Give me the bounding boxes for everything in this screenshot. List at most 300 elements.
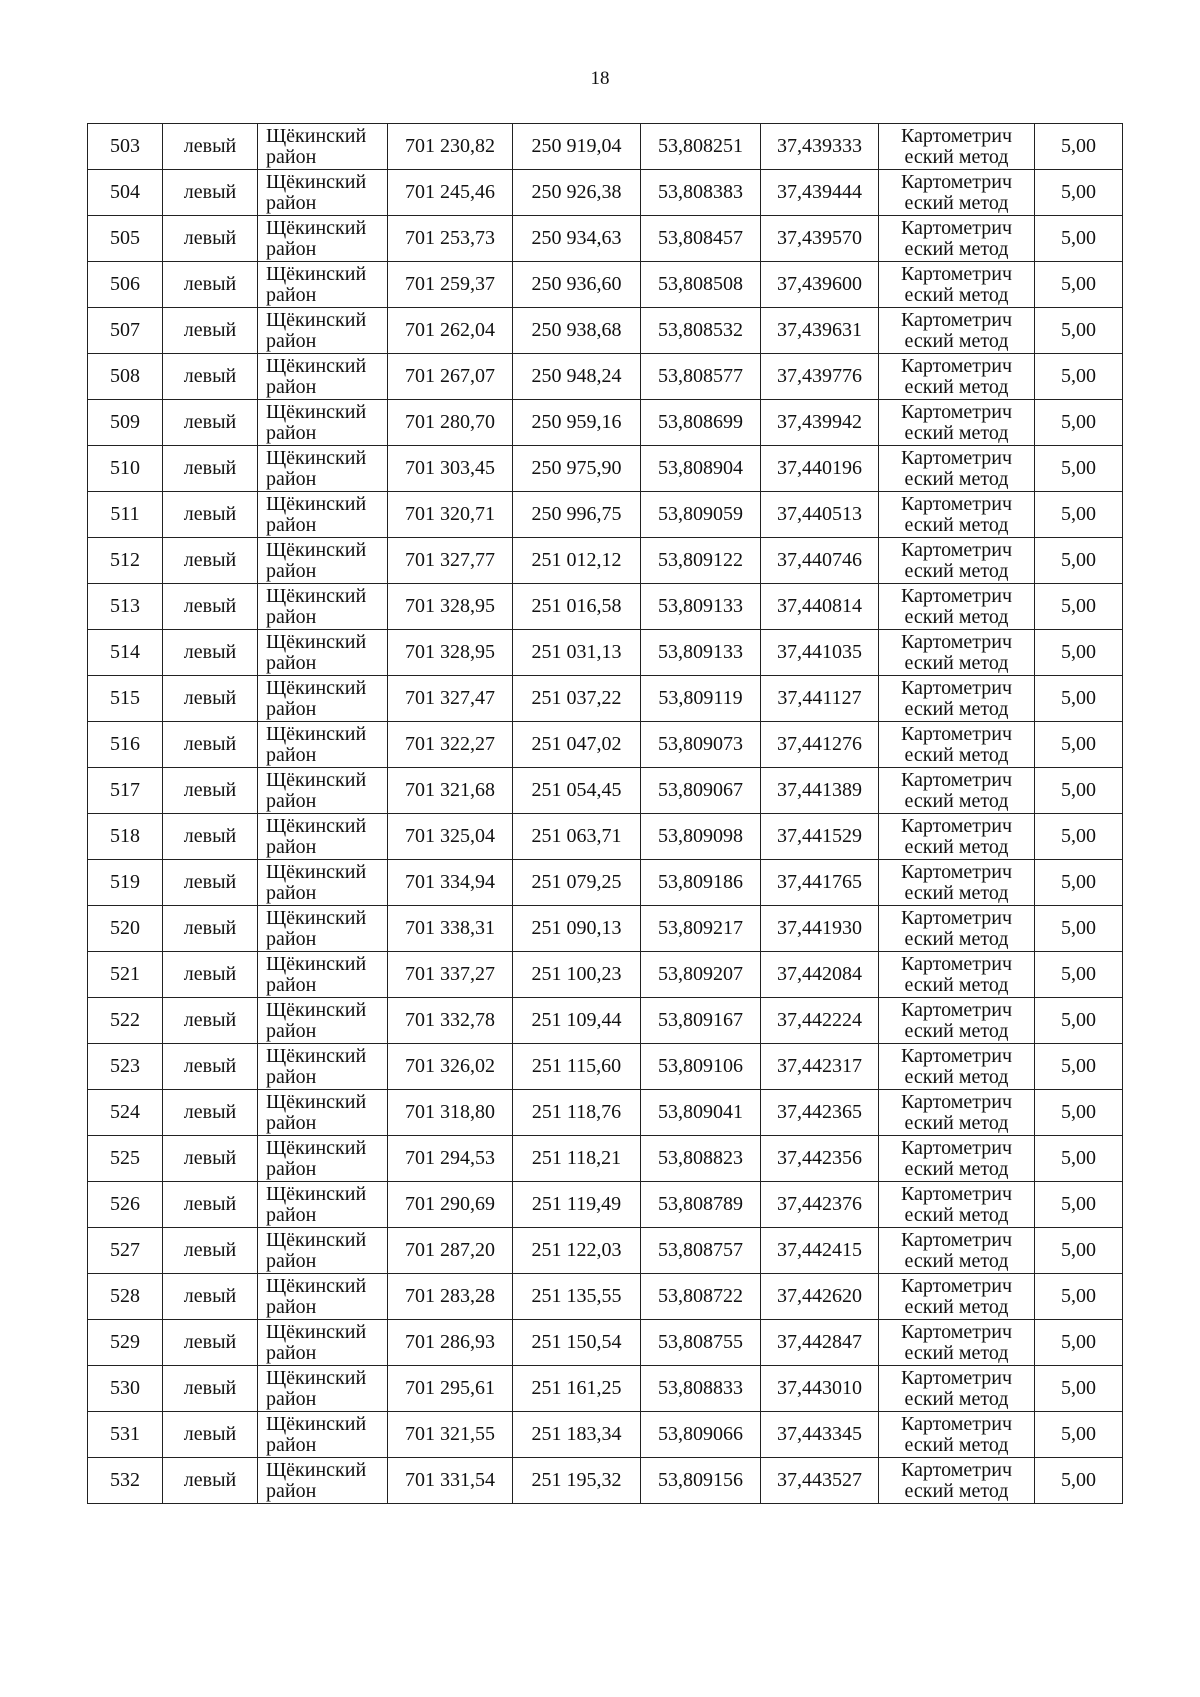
accuracy-cell: 5,00: [1035, 814, 1123, 860]
side-cell: левый: [163, 860, 258, 906]
latitude-cell: 53,808789: [641, 1182, 761, 1228]
latitude-cell: 53,809167: [641, 998, 761, 1044]
longitude-cell: 37,443345: [761, 1412, 879, 1458]
x-coordinate-cell: 701 267,07: [388, 354, 513, 400]
table-row: [88, 952, 1123, 998]
longitude-cell: 37,440196: [761, 446, 879, 492]
side-cell: левый: [163, 998, 258, 1044]
y-coordinate-cell: 250 919,04: [513, 124, 641, 170]
point-number-cell: 523: [88, 1044, 163, 1090]
y-coordinate-cell: 251 100,23: [513, 952, 641, 998]
accuracy-cell: 5,00: [1035, 906, 1123, 952]
table-row: [88, 1090, 1123, 1136]
point-number-cell: 512: [88, 538, 163, 584]
side-cell: левый: [163, 952, 258, 998]
longitude-cell: 37,439600: [761, 262, 879, 308]
point-number-cell: 511: [88, 492, 163, 538]
longitude-cell: 37,443010: [761, 1366, 879, 1412]
y-coordinate-cell: 251 161,25: [513, 1366, 641, 1412]
point-number-cell: 503: [88, 124, 163, 170]
latitude-cell: 53,809133: [641, 630, 761, 676]
method-cell: Картометрич еский метод: [879, 216, 1035, 262]
side-cell: левый: [163, 492, 258, 538]
latitude-cell: 53,809207: [641, 952, 761, 998]
district-cell: Щёкинский район: [258, 676, 388, 722]
y-coordinate-cell: 251 195,32: [513, 1458, 641, 1504]
method-cell: Картометрич еский метод: [879, 1044, 1035, 1090]
longitude-cell: 37,439942: [761, 400, 879, 446]
y-coordinate-cell: 251 016,58: [513, 584, 641, 630]
accuracy-cell: 5,00: [1035, 1136, 1123, 1182]
x-coordinate-cell: 701 331,54: [388, 1458, 513, 1504]
y-coordinate-cell: 251 150,54: [513, 1320, 641, 1366]
accuracy-cell: 5,00: [1035, 400, 1123, 446]
latitude-cell: 53,809133: [641, 584, 761, 630]
x-coordinate-cell: 701 245,46: [388, 170, 513, 216]
district-cell: Щёкинский район: [258, 906, 388, 952]
longitude-cell: 37,441127: [761, 676, 879, 722]
longitude-cell: 37,439333: [761, 124, 879, 170]
latitude-cell: 53,808699: [641, 400, 761, 446]
method-cell: Картометрич еский метод: [879, 1412, 1035, 1458]
x-coordinate-cell: 701 328,95: [388, 584, 513, 630]
side-cell: левый: [163, 1090, 258, 1136]
point-number-cell: 507: [88, 308, 163, 354]
x-coordinate-cell: 701 295,61: [388, 1366, 513, 1412]
y-coordinate-cell: 251 047,02: [513, 722, 641, 768]
accuracy-cell: 5,00: [1035, 768, 1123, 814]
point-number-cell: 520: [88, 906, 163, 952]
y-coordinate-cell: 250 938,68: [513, 308, 641, 354]
district-cell: Щёкинский район: [258, 262, 388, 308]
x-coordinate-cell: 701 280,70: [388, 400, 513, 446]
point-number-cell: 525: [88, 1136, 163, 1182]
latitude-cell: 53,808904: [641, 446, 761, 492]
side-cell: левый: [163, 676, 258, 722]
longitude-cell: 37,442376: [761, 1182, 879, 1228]
longitude-cell: 37,443527: [761, 1458, 879, 1504]
table-row: [88, 1136, 1123, 1182]
longitude-cell: 37,442847: [761, 1320, 879, 1366]
latitude-cell: 53,808577: [641, 354, 761, 400]
side-cell: левый: [163, 722, 258, 768]
method-cell: Картометрич еский метод: [879, 262, 1035, 308]
side-cell: левый: [163, 906, 258, 952]
x-coordinate-cell: 701 337,27: [388, 952, 513, 998]
accuracy-cell: 5,00: [1035, 998, 1123, 1044]
district-cell: Щёкинский район: [258, 1090, 388, 1136]
y-coordinate-cell: 251 037,22: [513, 676, 641, 722]
point-number-cell: 517: [88, 768, 163, 814]
longitude-cell: 37,441035: [761, 630, 879, 676]
point-number-cell: 504: [88, 170, 163, 216]
x-coordinate-cell: 701 259,37: [388, 262, 513, 308]
side-cell: левый: [163, 354, 258, 400]
table-row: [88, 1458, 1123, 1504]
table-row: [88, 538, 1123, 584]
method-cell: Картометрич еский метод: [879, 170, 1035, 216]
point-number-cell: 509: [88, 400, 163, 446]
accuracy-cell: 5,00: [1035, 1182, 1123, 1228]
accuracy-cell: 5,00: [1035, 952, 1123, 998]
district-cell: Щёкинский район: [258, 1228, 388, 1274]
accuracy-cell: 5,00: [1035, 1090, 1123, 1136]
longitude-cell: 37,439631: [761, 308, 879, 354]
x-coordinate-cell: 701 321,68: [388, 768, 513, 814]
table-row: [88, 216, 1123, 262]
accuracy-cell: 5,00: [1035, 584, 1123, 630]
method-cell: Картометрич еский метод: [879, 584, 1035, 630]
point-number-cell: 521: [88, 952, 163, 998]
method-cell: Картометрич еский метод: [879, 1182, 1035, 1228]
y-coordinate-cell: 251 090,13: [513, 906, 641, 952]
latitude-cell: 53,809059: [641, 492, 761, 538]
latitude-cell: 53,808722: [641, 1274, 761, 1320]
table-row: [88, 124, 1123, 170]
method-cell: Картометрич еский метод: [879, 768, 1035, 814]
accuracy-cell: 5,00: [1035, 722, 1123, 768]
y-coordinate-cell: 251 063,71: [513, 814, 641, 860]
table-row: [88, 1274, 1123, 1320]
side-cell: левый: [163, 1136, 258, 1182]
table-row: [88, 1366, 1123, 1412]
district-cell: Щёкинский район: [258, 722, 388, 768]
latitude-cell: 53,809122: [641, 538, 761, 584]
district-cell: Щёкинский район: [258, 768, 388, 814]
y-coordinate-cell: 251 183,34: [513, 1412, 641, 1458]
method-cell: Картометрич еский метод: [879, 1274, 1035, 1320]
longitude-cell: 37,440513: [761, 492, 879, 538]
accuracy-cell: 5,00: [1035, 1228, 1123, 1274]
point-number-cell: 519: [88, 860, 163, 906]
x-coordinate-cell: 701 321,55: [388, 1412, 513, 1458]
side-cell: левый: [163, 216, 258, 262]
table-row: [88, 308, 1123, 354]
table-row: [88, 814, 1123, 860]
side-cell: левый: [163, 1182, 258, 1228]
method-cell: Картометрич еский метод: [879, 860, 1035, 906]
x-coordinate-cell: 701 332,78: [388, 998, 513, 1044]
table-body: [88, 124, 1123, 1504]
x-coordinate-cell: 701 303,45: [388, 446, 513, 492]
district-cell: Щёкинский район: [258, 124, 388, 170]
point-number-cell: 529: [88, 1320, 163, 1366]
x-coordinate-cell: 701 327,47: [388, 676, 513, 722]
latitude-cell: 53,809119: [641, 676, 761, 722]
longitude-cell: 37,442620: [761, 1274, 879, 1320]
table-row: [88, 1228, 1123, 1274]
accuracy-cell: 5,00: [1035, 446, 1123, 492]
latitude-cell: 53,809217: [641, 906, 761, 952]
accuracy-cell: 5,00: [1035, 492, 1123, 538]
district-cell: Щёкинский район: [258, 1320, 388, 1366]
x-coordinate-cell: 701 262,04: [388, 308, 513, 354]
district-cell: Щёкинский район: [258, 170, 388, 216]
latitude-cell: 53,809067: [641, 768, 761, 814]
latitude-cell: 53,809098: [641, 814, 761, 860]
latitude-cell: 53,808508: [641, 262, 761, 308]
longitude-cell: 37,441765: [761, 860, 879, 906]
point-number-cell: 531: [88, 1412, 163, 1458]
accuracy-cell: 5,00: [1035, 216, 1123, 262]
district-cell: Щёкинский район: [258, 1458, 388, 1504]
side-cell: левый: [163, 630, 258, 676]
side-cell: левый: [163, 1044, 258, 1090]
table-row: [88, 446, 1123, 492]
method-cell: Картометрич еский метод: [879, 1090, 1035, 1136]
accuracy-cell: 5,00: [1035, 354, 1123, 400]
district-cell: Щёкинский район: [258, 860, 388, 906]
latitude-cell: 53,809106: [641, 1044, 761, 1090]
latitude-cell: 53,809156: [641, 1458, 761, 1504]
side-cell: левый: [163, 584, 258, 630]
latitude-cell: 53,808823: [641, 1136, 761, 1182]
longitude-cell: 37,442317: [761, 1044, 879, 1090]
x-coordinate-cell: 701 287,20: [388, 1228, 513, 1274]
y-coordinate-cell: 251 109,44: [513, 998, 641, 1044]
point-number-cell: 527: [88, 1228, 163, 1274]
district-cell: Щёкинский район: [258, 492, 388, 538]
table-row: [88, 998, 1123, 1044]
accuracy-cell: 5,00: [1035, 860, 1123, 906]
side-cell: левый: [163, 538, 258, 584]
district-cell: Щёкинский район: [258, 1044, 388, 1090]
method-cell: Картометрич еский метод: [879, 124, 1035, 170]
method-cell: Картометрич еский метод: [879, 1366, 1035, 1412]
side-cell: левый: [163, 768, 258, 814]
method-cell: Картометрич еский метод: [879, 998, 1035, 1044]
table-row: [88, 170, 1123, 216]
accuracy-cell: 5,00: [1035, 1044, 1123, 1090]
x-coordinate-cell: 701 327,77: [388, 538, 513, 584]
side-cell: левый: [163, 124, 258, 170]
method-cell: Картометрич еский метод: [879, 952, 1035, 998]
x-coordinate-cell: 701 322,27: [388, 722, 513, 768]
district-cell: Щёкинский район: [258, 814, 388, 860]
latitude-cell: 53,809186: [641, 860, 761, 906]
district-cell: Щёкинский район: [258, 584, 388, 630]
point-number-cell: 510: [88, 446, 163, 492]
accuracy-cell: 5,00: [1035, 630, 1123, 676]
district-cell: Щёкинский район: [258, 446, 388, 492]
accuracy-cell: 5,00: [1035, 262, 1123, 308]
latitude-cell: 53,808251: [641, 124, 761, 170]
method-cell: Картометрич еский метод: [879, 400, 1035, 446]
district-cell: Щёкинский район: [258, 308, 388, 354]
district-cell: Щёкинский район: [258, 952, 388, 998]
side-cell: левый: [163, 1320, 258, 1366]
district-cell: Щёкинский район: [258, 216, 388, 262]
table-row: [88, 492, 1123, 538]
side-cell: левый: [163, 1228, 258, 1274]
district-cell: Щёкинский район: [258, 354, 388, 400]
latitude-cell: 53,809066: [641, 1412, 761, 1458]
side-cell: левый: [163, 1274, 258, 1320]
table-row: [88, 1320, 1123, 1366]
longitude-cell: 37,439570: [761, 216, 879, 262]
table-row: [88, 1182, 1123, 1228]
point-number-cell: 515: [88, 676, 163, 722]
table-row: [88, 860, 1123, 906]
longitude-cell: 37,442356: [761, 1136, 879, 1182]
side-cell: левый: [163, 1458, 258, 1504]
longitude-cell: 37,440814: [761, 584, 879, 630]
table-row: [88, 1044, 1123, 1090]
x-coordinate-cell: 701 283,28: [388, 1274, 513, 1320]
method-cell: Картометрич еский метод: [879, 814, 1035, 860]
longitude-cell: 37,442224: [761, 998, 879, 1044]
point-number-cell: 514: [88, 630, 163, 676]
district-cell: Щёкинский район: [258, 1412, 388, 1458]
accuracy-cell: 5,00: [1035, 538, 1123, 584]
x-coordinate-cell: 701 253,73: [388, 216, 513, 262]
longitude-cell: 37,441276: [761, 722, 879, 768]
y-coordinate-cell: 250 936,60: [513, 262, 641, 308]
latitude-cell: 53,809073: [641, 722, 761, 768]
y-coordinate-cell: 251 119,49: [513, 1182, 641, 1228]
side-cell: левый: [163, 262, 258, 308]
point-number-cell: 528: [88, 1274, 163, 1320]
district-cell: Щёкинский район: [258, 630, 388, 676]
table-row: [88, 630, 1123, 676]
side-cell: левый: [163, 1412, 258, 1458]
table-row: [88, 400, 1123, 446]
point-number-cell: 513: [88, 584, 163, 630]
x-coordinate-cell: 701 318,80: [388, 1090, 513, 1136]
x-coordinate-cell: 701 290,69: [388, 1182, 513, 1228]
side-cell: левый: [163, 400, 258, 446]
side-cell: левый: [163, 446, 258, 492]
longitude-cell: 37,442415: [761, 1228, 879, 1274]
point-number-cell: 526: [88, 1182, 163, 1228]
table-row: [88, 906, 1123, 952]
side-cell: левый: [163, 1366, 258, 1412]
latitude-cell: 53,808532: [641, 308, 761, 354]
latitude-cell: 53,808833: [641, 1366, 761, 1412]
y-coordinate-cell: 250 934,63: [513, 216, 641, 262]
point-number-cell: 518: [88, 814, 163, 860]
y-coordinate-cell: 251 118,21: [513, 1136, 641, 1182]
table-row: [88, 584, 1123, 630]
side-cell: левый: [163, 308, 258, 354]
point-number-cell: 524: [88, 1090, 163, 1136]
y-coordinate-cell: 251 118,76: [513, 1090, 641, 1136]
table-row: [88, 676, 1123, 722]
longitude-cell: 37,442084: [761, 952, 879, 998]
latitude-cell: 53,809041: [641, 1090, 761, 1136]
longitude-cell: 37,441389: [761, 768, 879, 814]
accuracy-cell: 5,00: [1035, 676, 1123, 722]
method-cell: Картометрич еский метод: [879, 492, 1035, 538]
side-cell: левый: [163, 170, 258, 216]
accuracy-cell: 5,00: [1035, 1320, 1123, 1366]
point-number-cell: 530: [88, 1366, 163, 1412]
longitude-cell: 37,442365: [761, 1090, 879, 1136]
y-coordinate-cell: 251 079,25: [513, 860, 641, 906]
method-cell: Картометрич еский метод: [879, 1458, 1035, 1504]
longitude-cell: 37,439776: [761, 354, 879, 400]
district-cell: Щёкинский район: [258, 1136, 388, 1182]
latitude-cell: 53,808757: [641, 1228, 761, 1274]
latitude-cell: 53,808457: [641, 216, 761, 262]
y-coordinate-cell: 251 122,03: [513, 1228, 641, 1274]
x-coordinate-cell: 701 338,31: [388, 906, 513, 952]
table-row: [88, 768, 1123, 814]
x-coordinate-cell: 701 326,02: [388, 1044, 513, 1090]
table-row: [88, 1412, 1123, 1458]
point-number-cell: 508: [88, 354, 163, 400]
y-coordinate-cell: 250 926,38: [513, 170, 641, 216]
coordinates-table: [87, 123, 1123, 1504]
accuracy-cell: 5,00: [1035, 1366, 1123, 1412]
district-cell: Щёкинский район: [258, 1182, 388, 1228]
point-number-cell: 522: [88, 998, 163, 1044]
x-coordinate-cell: 701 320,71: [388, 492, 513, 538]
point-number-cell: 532: [88, 1458, 163, 1504]
x-coordinate-cell: 701 294,53: [388, 1136, 513, 1182]
y-coordinate-cell: 251 012,12: [513, 538, 641, 584]
point-number-cell: 516: [88, 722, 163, 768]
district-cell: Щёкинский район: [258, 1274, 388, 1320]
y-coordinate-cell: 251 135,55: [513, 1274, 641, 1320]
table-row: [88, 354, 1123, 400]
method-cell: Картометрич еский метод: [879, 538, 1035, 584]
point-number-cell: 506: [88, 262, 163, 308]
method-cell: Картометрич еский метод: [879, 906, 1035, 952]
x-coordinate-cell: 701 286,93: [388, 1320, 513, 1366]
longitude-cell: 37,441529: [761, 814, 879, 860]
accuracy-cell: 5,00: [1035, 170, 1123, 216]
district-cell: Щёкинский район: [258, 538, 388, 584]
y-coordinate-cell: 251 115,60: [513, 1044, 641, 1090]
table-row: [88, 262, 1123, 308]
x-coordinate-cell: 701 334,94: [388, 860, 513, 906]
x-coordinate-cell: 701 230,82: [388, 124, 513, 170]
side-cell: левый: [163, 814, 258, 860]
method-cell: Картометрич еский метод: [879, 722, 1035, 768]
longitude-cell: 37,441930: [761, 906, 879, 952]
y-coordinate-cell: 250 975,90: [513, 446, 641, 492]
accuracy-cell: 5,00: [1035, 1412, 1123, 1458]
latitude-cell: 53,808755: [641, 1320, 761, 1366]
table-row: [88, 722, 1123, 768]
district-cell: Щёкинский район: [258, 400, 388, 446]
accuracy-cell: 5,00: [1035, 1458, 1123, 1504]
point-number-cell: 505: [88, 216, 163, 262]
method-cell: Картометрич еский метод: [879, 1136, 1035, 1182]
x-coordinate-cell: 701 325,04: [388, 814, 513, 860]
accuracy-cell: 5,00: [1035, 1274, 1123, 1320]
district-cell: Щёкинский район: [258, 998, 388, 1044]
y-coordinate-cell: 250 959,16: [513, 400, 641, 446]
method-cell: Картометрич еский метод: [879, 630, 1035, 676]
latitude-cell: 53,808383: [641, 170, 761, 216]
accuracy-cell: 5,00: [1035, 124, 1123, 170]
method-cell: Картометрич еский метод: [879, 676, 1035, 722]
accuracy-cell: 5,00: [1035, 308, 1123, 354]
x-coordinate-cell: 701 328,95: [388, 630, 513, 676]
longitude-cell: 37,439444: [761, 170, 879, 216]
district-cell: Щёкинский район: [258, 1366, 388, 1412]
method-cell: Картометрич еский метод: [879, 308, 1035, 354]
method-cell: Картометрич еский метод: [879, 1320, 1035, 1366]
longitude-cell: 37,440746: [761, 538, 879, 584]
y-coordinate-cell: 251 054,45: [513, 768, 641, 814]
y-coordinate-cell: 251 031,13: [513, 630, 641, 676]
method-cell: Картометрич еский метод: [879, 446, 1035, 492]
method-cell: Картометрич еский метод: [879, 354, 1035, 400]
method-cell: Картометрич еский метод: [879, 1228, 1035, 1274]
